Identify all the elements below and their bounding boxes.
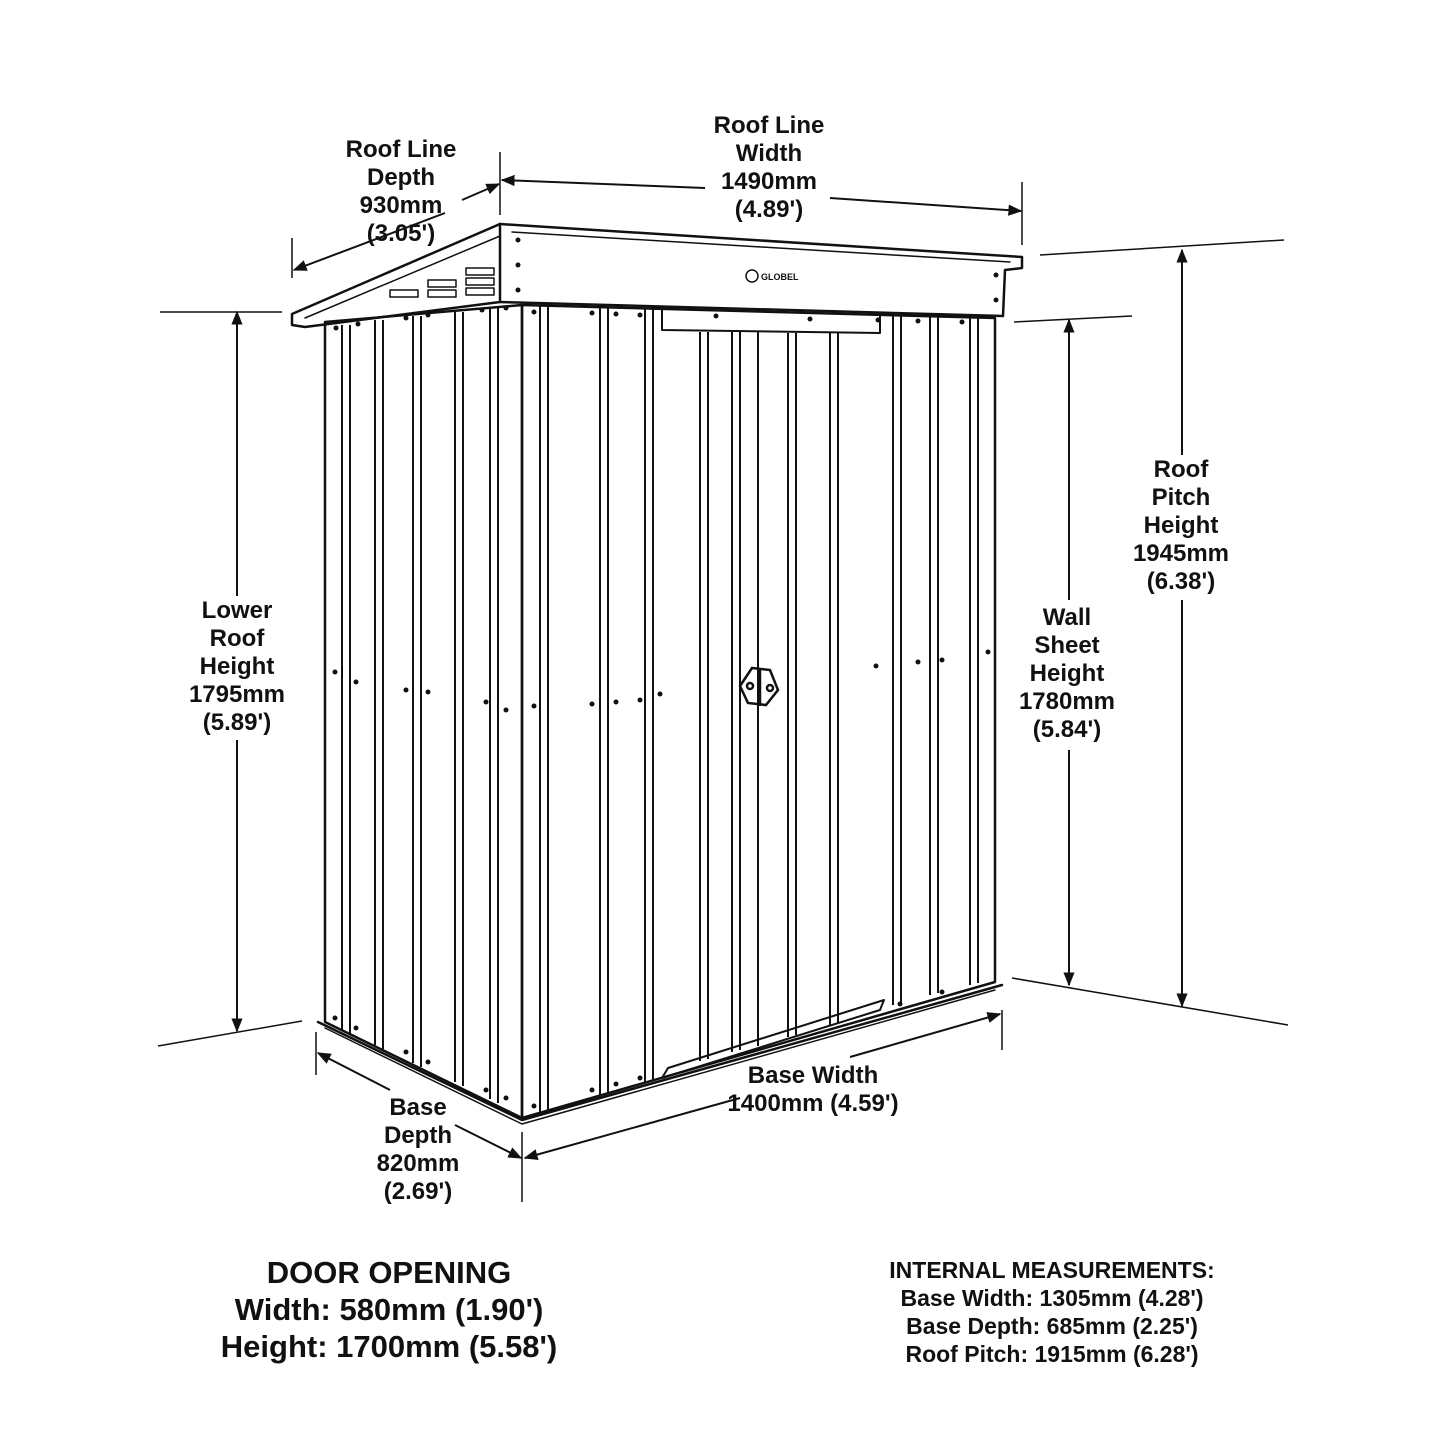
- base-depth-metric: 820mm: [376, 1150, 460, 1177]
- lower-roof-height-text-3: Height: [199, 653, 275, 680]
- base-depth-label: [338, 1094, 498, 1206]
- lower-roof-height-text-1: Lower: [201, 597, 273, 624]
- arrow-roof-line-width: [502, 180, 705, 188]
- roof-line-depth-metric: 930mm: [359, 192, 443, 219]
- wall-sheet-height-metric: 1780mm: [1018, 688, 1116, 715]
- roof-line-width-text-2: Width: [735, 140, 803, 167]
- shed-roof-front: [500, 224, 1022, 316]
- base-width-text: Base Width: [747, 1062, 879, 1089]
- door-opening-block: [189, 1254, 589, 1365]
- internal-roof-pitch: Roof Pitch: 1915mm (6.28'): [905, 1341, 1199, 1367]
- roof-line-depth-imperial: (3.05'): [366, 220, 436, 247]
- roof-pitch-height-metric: 1945mm: [1132, 540, 1230, 567]
- base-width-value: 1400mm (4.59'): [727, 1090, 899, 1117]
- roof-pitch-height-label: [1101, 456, 1261, 596]
- arrow-base-depth: [318, 1053, 390, 1090]
- lower-roof-height-imperial: (5.89'): [202, 709, 272, 736]
- internal-measurements-title: INTERNAL MEASUREMENTS:: [889, 1257, 1215, 1283]
- base-depth-text-2: Depth: [384, 1122, 452, 1149]
- internal-base-depth: Base Depth: 685mm (2.25'): [906, 1313, 1198, 1339]
- wall-sheet-height-text-1: Wall: [1042, 604, 1092, 631]
- roof-line-width-metric: 1490mm: [720, 168, 818, 195]
- base-depth-imperial: (2.69'): [383, 1178, 453, 1205]
- roof-line-width-imperial: (4.89'): [734, 196, 804, 223]
- wall-sheet-height-text-3: Height: [1029, 660, 1105, 687]
- brand-logo-text: GLOBEL: [761, 272, 799, 282]
- roof-line-depth-text-1: Roof Line: [345, 136, 457, 163]
- roof-line-width-text-1: Roof Line: [713, 112, 825, 139]
- door-opening-height: Height: 1700mm (5.58'): [220, 1329, 558, 1364]
- roof-pitch-height-imperial: (6.38'): [1146, 568, 1216, 595]
- wall-sheet-height-text-2: Sheet: [1034, 632, 1100, 659]
- lower-roof-height-metric: 1795mm: [188, 681, 286, 708]
- roof-pitch-height-text-1: Roof: [1153, 456, 1209, 483]
- door-opening-width: Width: 580mm (1.90'): [234, 1292, 544, 1327]
- roof-pitch-height-text-2: Pitch: [1151, 484, 1211, 511]
- door-handle-icon: [740, 668, 778, 706]
- shed-side-wall: [325, 305, 522, 1118]
- internal-base-width: Base Width: 1305mm (4.28'): [900, 1285, 1204, 1311]
- wall-sheet-height-label: [987, 604, 1147, 744]
- roof-line-depth-text-2: Depth: [367, 164, 435, 191]
- wall-sheet-height-imperial: (5.84'): [1032, 716, 1102, 743]
- lower-roof-height-text-2: Roof: [209, 625, 265, 652]
- base-depth-text-1: Base: [389, 1094, 447, 1121]
- door-opening-title: DOOR OPENING: [266, 1255, 512, 1290]
- roof-line-width-label: [689, 112, 849, 224]
- roof-pitch-height-text-3: Height: [1143, 512, 1219, 539]
- roof-line-depth-label: [321, 136, 481, 248]
- internal-measurements-block: [852, 1256, 1252, 1368]
- base-width-label: [693, 1062, 933, 1118]
- brand-logo: [746, 270, 799, 282]
- lower-roof-height-label: [157, 597, 317, 737]
